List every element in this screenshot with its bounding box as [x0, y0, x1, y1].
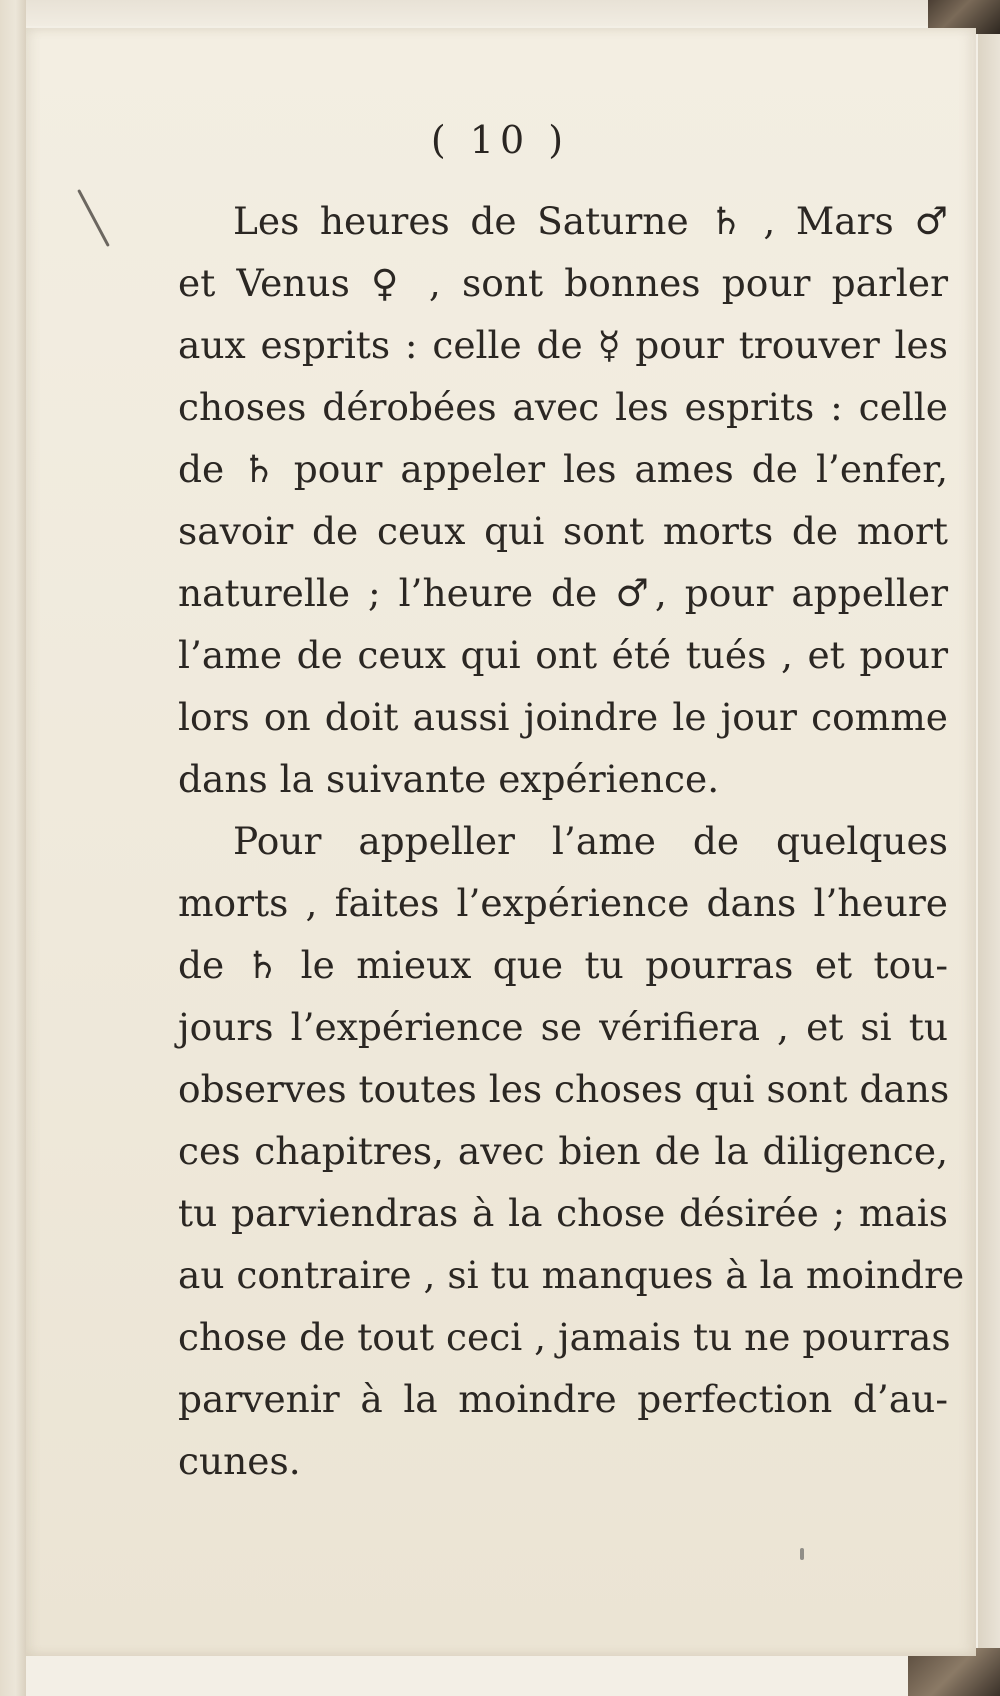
text-line: Pour appeller l’ame de quelques	[233, 819, 948, 863]
text-line: savoir de ceux qui sont morts de mort	[178, 509, 948, 553]
text-line: et Venus ♀ , sont bonnes pour parler	[178, 261, 948, 305]
text-line: cunes.	[178, 1439, 301, 1483]
paragraph-1	[178, 190, 948, 810]
text-line: dans la suivante expérience.	[178, 757, 720, 801]
paragraph-2	[178, 810, 965, 1492]
text-line: observes toutes les choses qui sont dans	[178, 1067, 950, 1111]
page-number: ( 10 )	[430, 118, 570, 162]
text-line: morts , faites l’expérience dans l’heure	[178, 881, 948, 925]
ink-speck	[800, 1548, 804, 1560]
text-line: choses dérobées avec les esprits : celle	[178, 385, 948, 429]
text-line: chose de tout ceci , jamais tu ne pourras	[178, 1315, 951, 1359]
book-right-edge	[978, 0, 1000, 1696]
book-left-edge	[0, 0, 26, 1696]
text-line: lors on doit aussi joindre le jour comme	[178, 695, 948, 739]
book-top-edge	[0, 0, 1000, 26]
text-line: de ♄ pour appeler les ames de l’enfer,	[178, 447, 948, 491]
text-line: Les heures de Saturne ♄ , Mars ♂	[233, 199, 948, 243]
text-line: tu parviendras à la chose désirée ; mais	[178, 1191, 948, 1235]
text-line: au contraire , si tu manques à la moindre	[178, 1253, 965, 1297]
text-line: ces chapitres, avec bien de la diligence,	[178, 1129, 948, 1173]
text-line: jours l’expérience se vérifiera , et si tu	[178, 1005, 948, 1049]
page-text	[178, 190, 965, 1492]
text-line: naturelle ; l’heure de ♂, pour appeller	[178, 571, 948, 615]
text-line: de ♄ le mieux que tu pourras et tou-	[178, 943, 948, 987]
text-line: l’ame de ceux qui ont été tués , et pour	[178, 633, 948, 677]
text-line: parvenir à la moindre perfection d’au-	[178, 1377, 948, 1421]
text-line: aux esprits : celle de ☿ pour trouver les	[178, 323, 948, 367]
